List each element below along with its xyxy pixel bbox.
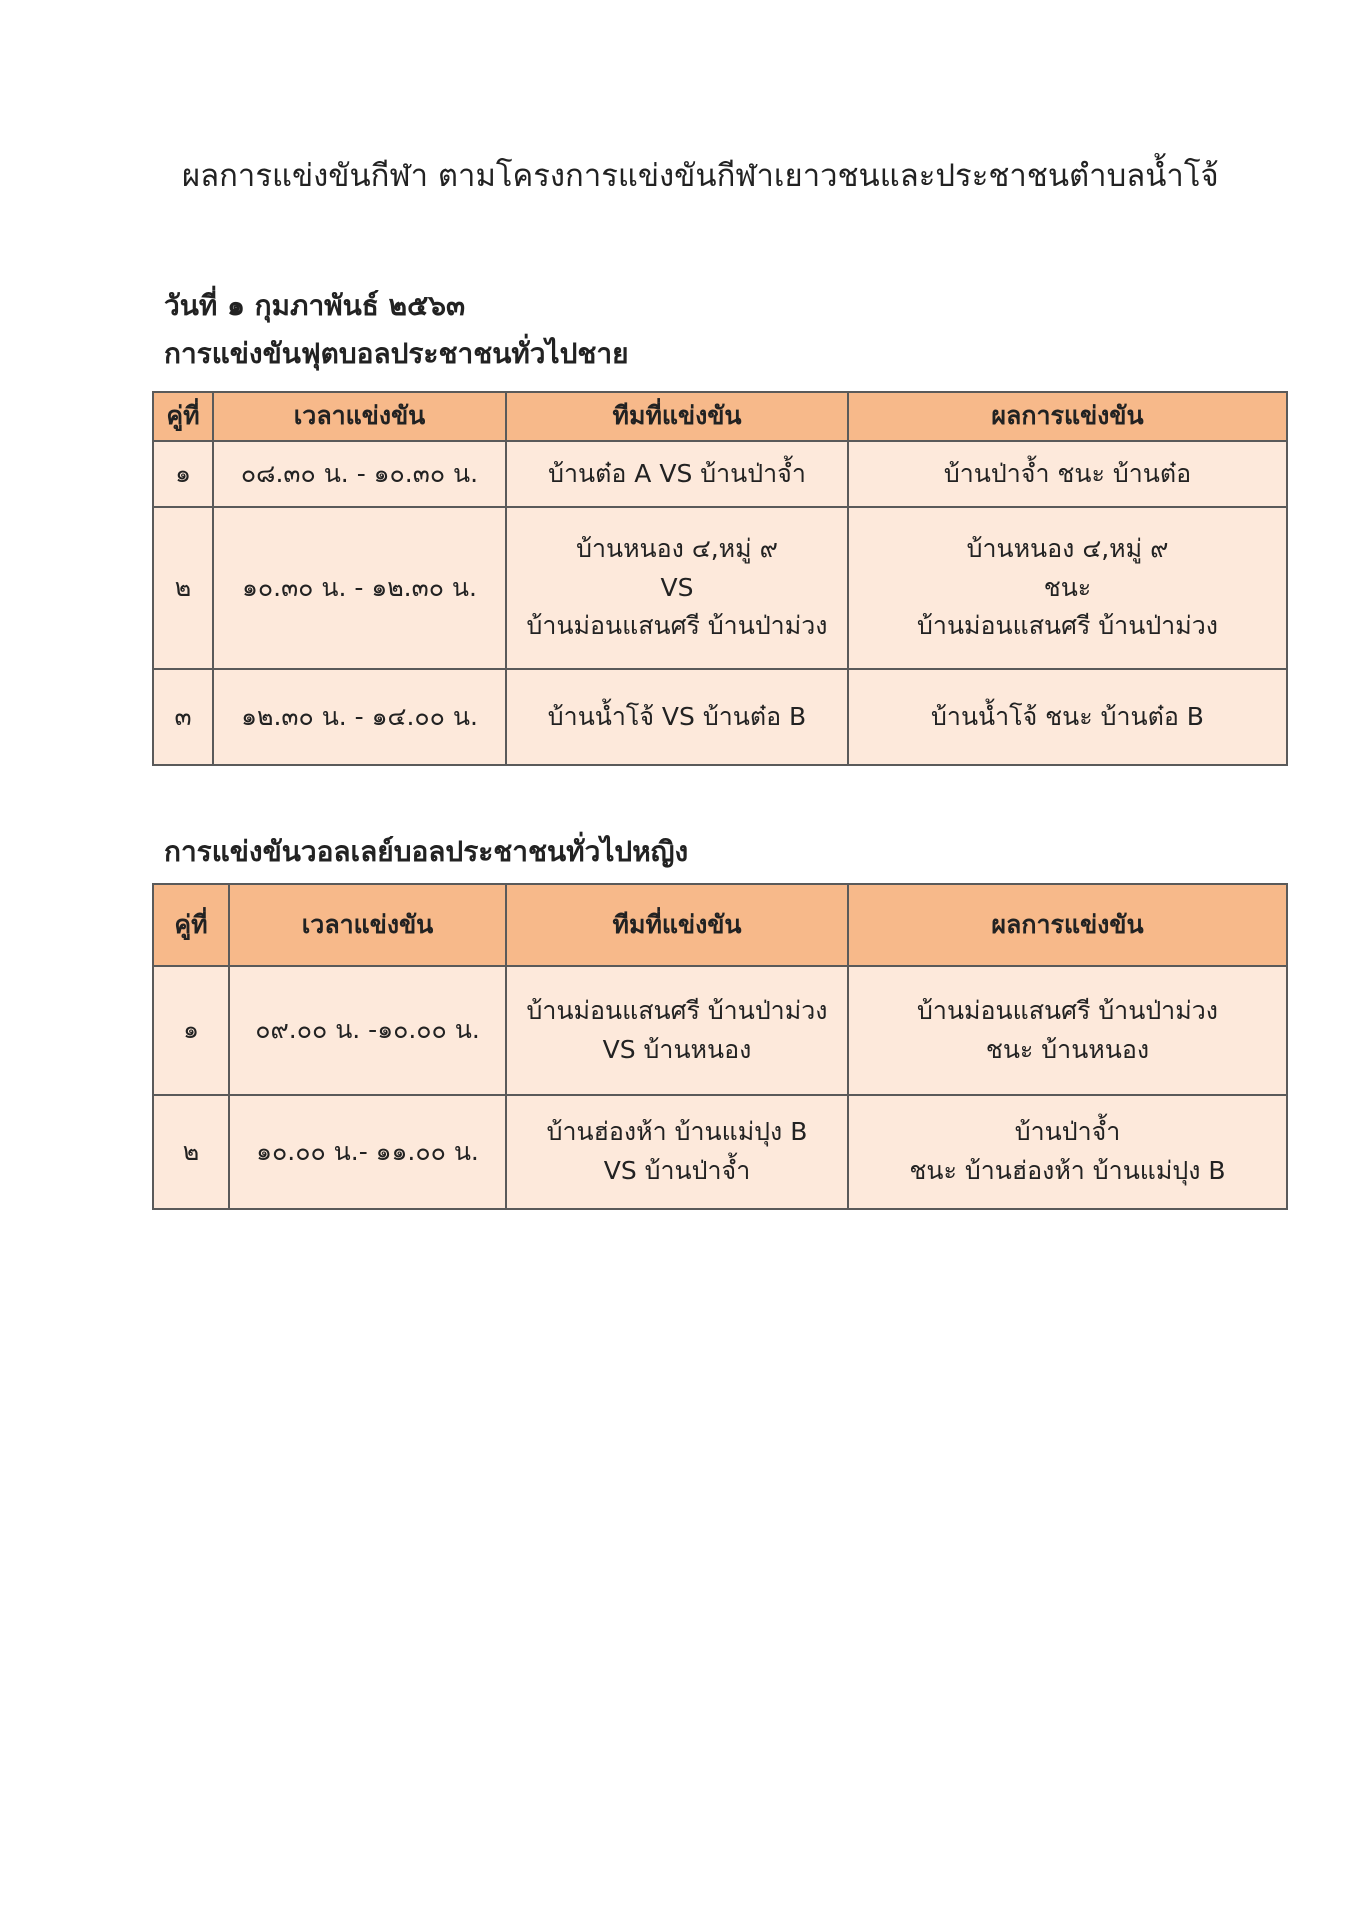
teams-line: VS บ้านป่าจ้ำ bbox=[603, 1156, 751, 1185]
result-cell bbox=[848, 1095, 1287, 1209]
teams-line: VS bbox=[660, 572, 694, 602]
teams-line: VS บ้านหนอง bbox=[602, 1034, 752, 1064]
teams-cell bbox=[506, 966, 848, 1095]
result-line: บ้านหนอง ๔,หมู่ ๙ bbox=[966, 533, 1169, 563]
result-cell bbox=[848, 441, 1287, 507]
result-line: บ้านป่าจ้ำ bbox=[1014, 1117, 1121, 1147]
result-cell bbox=[848, 966, 1287, 1095]
table-row bbox=[153, 966, 1287, 1095]
result-cell bbox=[848, 669, 1287, 765]
football-section-heading: การแข่งขันฟุตบอลประชาชนทั่วไปชาย bbox=[164, 337, 629, 370]
result-line: บ้านม่อนแสนศรี บ้านป่าม่วง bbox=[917, 611, 1218, 641]
teams-line: บ้านม่อนแสนศรี บ้านป่าม่วง bbox=[526, 995, 828, 1025]
header-time: เวลาแข่งขัน bbox=[213, 392, 506, 441]
volleyball-results-table bbox=[152, 883, 1288, 1210]
result-cell bbox=[848, 507, 1287, 669]
table-header-row bbox=[153, 392, 1287, 441]
header-teams: ทีมที่แข่งขัน bbox=[506, 884, 848, 966]
time-cell: ๑๐.๓๐ น. - ๑๒.๓๐ น. bbox=[213, 507, 506, 669]
header-pair: คู่ที่ bbox=[153, 392, 213, 441]
teams-cell bbox=[506, 507, 848, 669]
pair-cell: ๓ bbox=[153, 669, 213, 765]
table-header-row bbox=[153, 884, 1287, 966]
table-row bbox=[153, 1095, 1287, 1209]
volleyball-section-heading: การแข่งขันวอลเลย์บอลประชาชนทั่วไปหญิง bbox=[164, 835, 689, 868]
page-title: ผลการแข่งขันกีฬา ตามโครงการแข่งขันกีฬาเยาวชนและประชาชนตำบลน้ำโจ้ bbox=[182, 158, 1219, 194]
time-cell: ๑๐.๐๐ น.- ๑๑.๐๐ น. bbox=[229, 1095, 506, 1209]
teams-line: บ้านหนอง ๔,หมู่ ๙ bbox=[576, 533, 778, 563]
teams-cell bbox=[506, 441, 848, 507]
teams-line: บ้านน้ำโจ้ VS บ้านต๋อ B bbox=[547, 701, 807, 731]
table-row bbox=[153, 441, 1287, 507]
pair-cell: ๒ bbox=[153, 1095, 229, 1209]
time-cell: ๑๒.๓๐ น. - ๑๔.๐๐ น. bbox=[213, 669, 506, 765]
header-result: ผลการแข่งขัน bbox=[848, 392, 1287, 441]
result-line: ชนะ bbox=[1043, 572, 1092, 602]
pair-cell: ๒ bbox=[153, 507, 213, 669]
result-line: ชนะ บ้านหนอง bbox=[985, 1034, 1150, 1064]
result-line: บ้านป่าจ้ำ ชนะ บ้านต๋อ bbox=[943, 458, 1192, 488]
teams-line: บ้านฮ่องห้า บ้านแม่ปุง B bbox=[546, 1117, 808, 1147]
header-time: เวลาแข่งขัน bbox=[229, 884, 506, 966]
teams-cell bbox=[506, 669, 848, 765]
pair-cell: ๑ bbox=[153, 966, 229, 1095]
date-line: วันที่ ๑ กุมภาพันธ์ ๒๕๖๓ bbox=[164, 289, 466, 322]
teams-line: บ้านม่อนแสนศรี บ้านป่าม่วง bbox=[526, 611, 828, 641]
teams-line: บ้านต๋อ A VS บ้านป่าจ้ำ bbox=[548, 458, 806, 488]
football-results-table bbox=[152, 391, 1288, 766]
table-row bbox=[153, 507, 1287, 669]
teams-cell bbox=[506, 1095, 848, 1209]
table-row bbox=[153, 669, 1287, 765]
result-line: บ้านม่อนแสนศรี บ้านป่าม่วง bbox=[917, 995, 1218, 1025]
header-teams: ทีมที่แข่งขัน bbox=[506, 392, 848, 441]
header-result: ผลการแข่งขัน bbox=[848, 884, 1287, 966]
result-line: บ้านน้ำโจ้ ชนะ บ้านต๋อ B bbox=[931, 701, 1204, 731]
header-pair: คู่ที่ bbox=[153, 884, 229, 966]
pair-cell: ๑ bbox=[153, 441, 213, 507]
time-cell: ๐๙.๐๐ น. -๑๐.๐๐ น. bbox=[229, 966, 506, 1095]
time-cell: ๐๘.๓๐ น. - ๑๐.๓๐ น. bbox=[213, 441, 506, 507]
result-line: ชนะ บ้านฮ่องห้า บ้านแม่ปุง B bbox=[909, 1156, 1226, 1185]
